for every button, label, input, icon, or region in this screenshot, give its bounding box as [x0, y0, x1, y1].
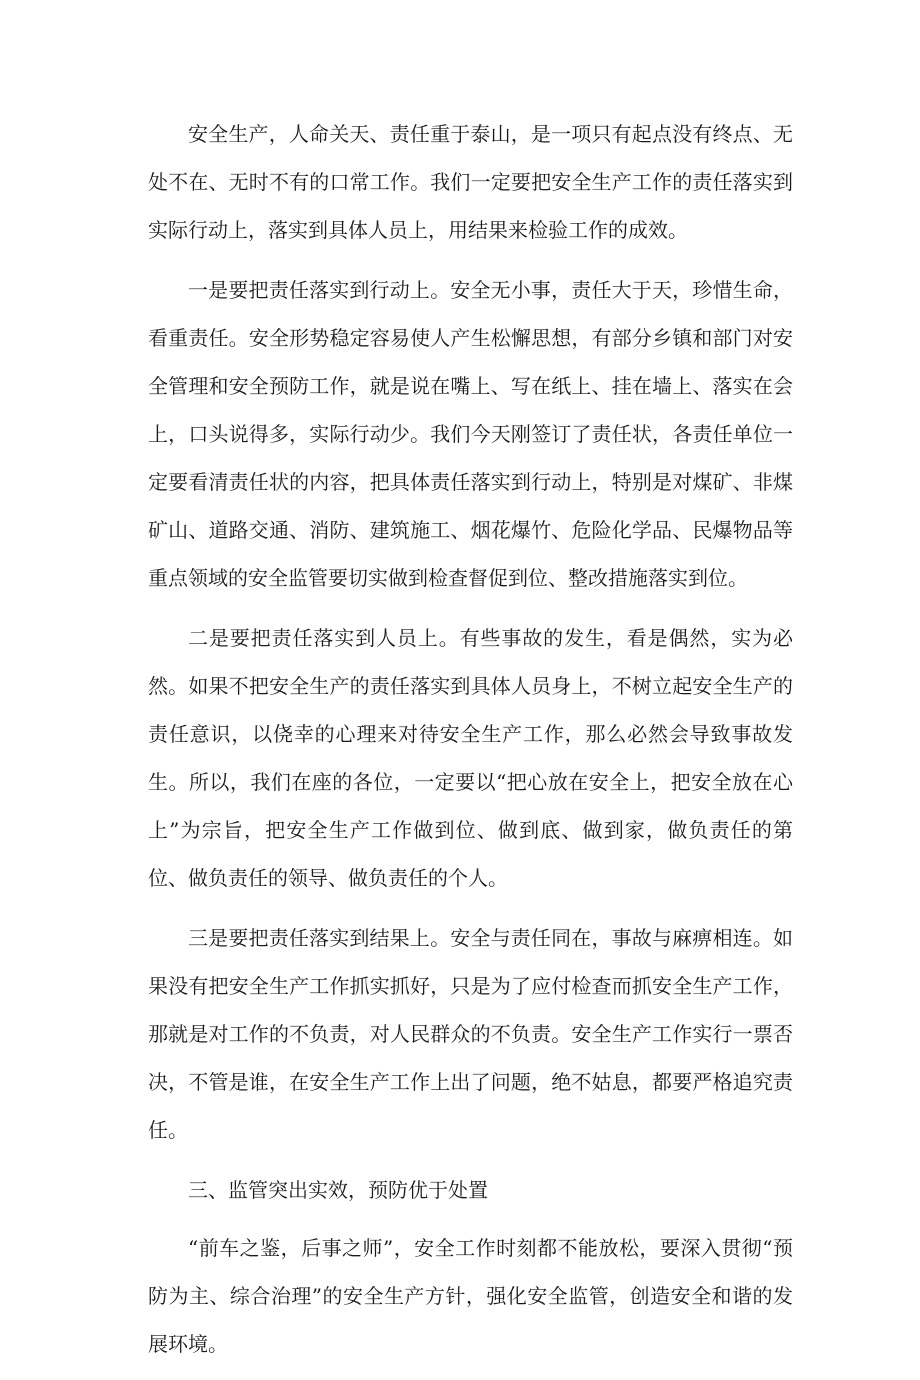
- body-paragraph-closing: “前车之鉴，后事之师”，安全工作时刻都不能放松，要深入贯彻“预防为主、综合治理”的安全生产方针，强化安全监管，创造安全和谐的发展环境。: [148, 1236, 793, 1356]
- body-paragraph-intro: 安全生产，人命关天、责任重于泰山，是一项只有起点没有终点、无处不在、无时不有的口常工作。我们一定要把安全生产工作的责任落实到实际行动上，落实到具体人员上，用结果来检验工作的成效。: [148, 122, 793, 242]
- body-paragraph-action: 一是要把责任落实到行动上。安全无小事，责任大于天，珍惜生命，看重责任。安全形势稳定容易使人产生松懈思想，有部分乡镇和部门对安全管理和安全预防工作，就是说在嘴上、写在纸上、挂在墙上、落实在会上，口头说得多，实际行动少。我们今天刚签订了责任状，各责任单位一定要看清责任状的内容，把具体责任落实到行动上，特别是对煤矿、非煤矿山、道路交通、消防、建筑施工、烟花爆竹、危险化学品、民爆物品等重点领域的安全监管要切实做到检查督促到位、整改措施落实到位。: [148, 278, 793, 590]
- document-body: [148, 110, 793, 1380]
- body-paragraph-personnel: 二是要把责任落实到人员上。有些事故的发生，看是偶然，实为必然。如果不把安全生产的责任落实到具体人员身上，不树立起安全生产的责任意识，以侥幸的心理来对待安全生产工作，那么必然会导致事故发生。所以，我们在座的各位，一定要以“把心放在安全上，把安全放在心上”为宗旨，把安全生产工作做到位、做到底、做到家，做负责任的第位、做负责任的领导、做负责任的个人。: [148, 626, 793, 890]
- section-heading: 三、监管突出实效，预防优于处置: [188, 1178, 488, 1202]
- body-paragraph-results: 三是要把责任落实到结果上。安全与责任同在，事故与麻痹相连。如果没有把安全生产工作抓实抓好，只是为了应付检查而抓安全生产工作，那就是对工作的不负责，对人民群众的不负责。安全生产工作实行一票否决，不管是谁，在安全生产工作上出了问题，绝不姑息，都要严格追究责任。: [148, 926, 793, 1142]
